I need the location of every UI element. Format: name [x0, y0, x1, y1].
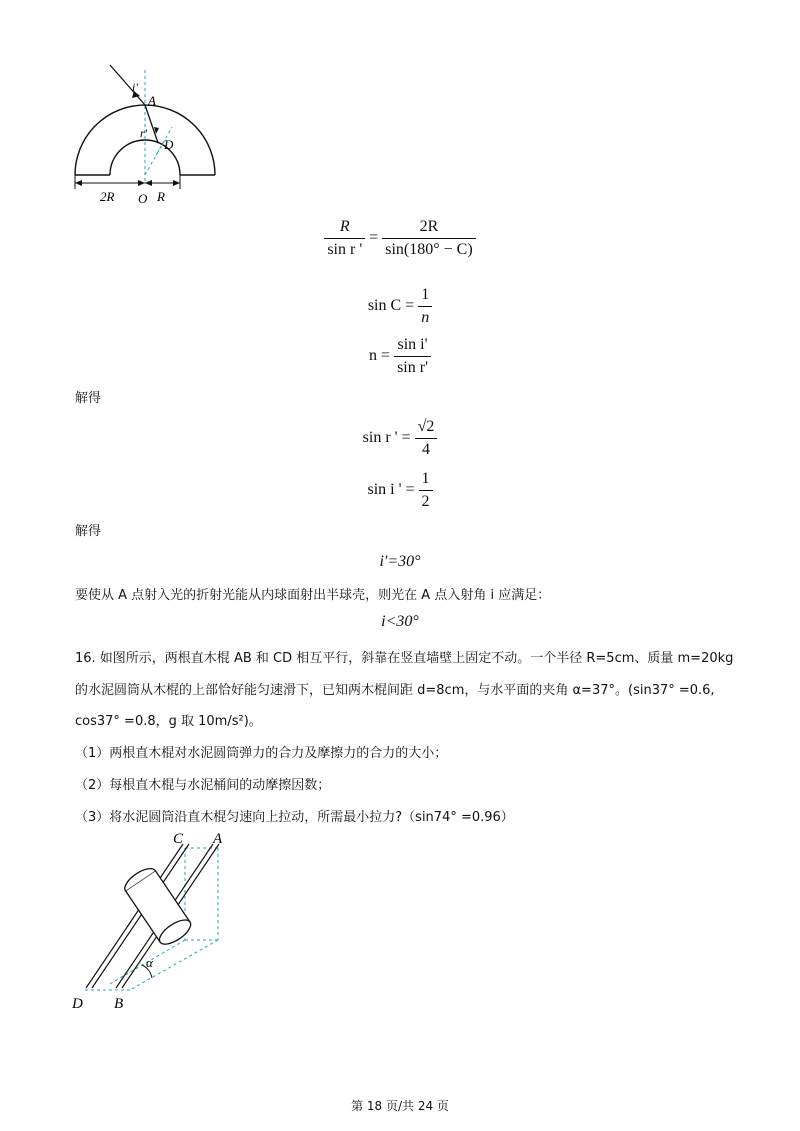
equation-6: i'=30°: [379, 553, 421, 570]
q16-sub-3: （3）将水泥圆筒沿直木棍匀速向上拉动，所需最小拉力?（sin74° =0.96）: [75, 810, 514, 825]
label-d: D: [164, 137, 174, 152]
label-r-prime: r': [140, 126, 148, 140]
incident-ray: [110, 65, 145, 105]
jiede-1: 解得: [75, 391, 102, 406]
label-2r: 2R: [100, 189, 115, 204]
q16-line-2: 的水泥圆筒从木棍的上部恰好能匀速滑下，已知两木棍间距 d=8cm，与水平面的夹角 α=37°。(sin37° =0.6,: [75, 683, 715, 698]
label-r: R: [157, 189, 165, 204]
label-a: A: [213, 831, 223, 847]
condition-text: 要使从 A 点射入光的折射光能从内球面射出半球壳，则光在 A 点入射角 i 应满足：: [75, 588, 551, 603]
jiede-2: 解得: [75, 524, 102, 539]
label-a: A: [148, 93, 156, 108]
hemisphere-figure: [60, 55, 240, 215]
q16-line-1: 16. 如图所示，两根直木棍 AB 和 CD 相互平行，斜靠在竖直墙壁上固定不动。一个半径 R=5cm、质量 m=20kg: [75, 651, 734, 666]
equation-2: sin C = $\frac{1}{n}$: [0, 286, 800, 327]
cement-cylinder: [121, 864, 194, 949]
q16-sub-2: （2）每根直木棍与水泥桶间的动摩擦因数；: [75, 778, 331, 793]
rods-cylinder-figure: [70, 830, 240, 1015]
label-alpha: α: [146, 955, 153, 970]
page-footer: 第 18 页/共 24 页: [351, 1099, 449, 1113]
label-d: D: [72, 996, 83, 1012]
equation-7: i<30°: [381, 613, 419, 630]
label-c: C: [173, 831, 184, 847]
equation-5: sin i ' = $\frac{1}{2}$: [0, 470, 800, 511]
q16-sub-1: （1）两根直木棍对水泥圆筒弹力的合力及摩擦力的合力的大小；: [75, 746, 448, 761]
label-b: B: [114, 996, 124, 1012]
equation-1: $\frac{R}{\text{sin r '}}$ = $\frac{2R}{\sin(180^\circ - C)}$: [0, 218, 800, 259]
label-o: O: [138, 191, 148, 206]
equation-3: n = $\frac{\text{sin i'}}{\text{sin r'}}$: [0, 336, 800, 377]
label-i-prime: i': [132, 80, 138, 94]
q16-line-3: cos37° =0.8，g 取 10m/s²)。: [75, 714, 262, 729]
equation-4: sin r ' = $\frac{√2}{4}$: [0, 418, 800, 459]
